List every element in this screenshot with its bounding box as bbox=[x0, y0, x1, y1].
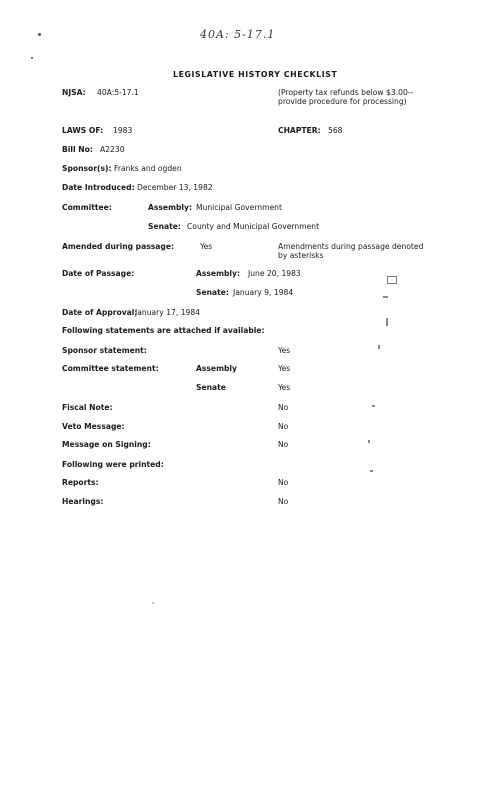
amended-label: Amended during passage: bbox=[62, 242, 175, 251]
committee-statement-senate-value: Yes bbox=[278, 383, 291, 392]
bill-no-value: A2230 bbox=[100, 145, 125, 154]
date-introduced-value: December 13, 1982 bbox=[137, 183, 213, 192]
sponsors-value: Franks and ogden bbox=[114, 164, 182, 173]
committee-statement-assembly-value: Yes bbox=[278, 364, 291, 373]
reports-label: Reports: bbox=[62, 478, 99, 487]
date-of-approval-label: Date of Approval: bbox=[62, 308, 138, 317]
passage-senate-value: January 9, 1984 bbox=[233, 288, 294, 297]
scan-mark bbox=[383, 296, 388, 298]
sponsor-statement-label: Sponsor statement: bbox=[62, 346, 147, 355]
scan-mark bbox=[370, 470, 373, 472]
reports-value: No bbox=[278, 478, 289, 487]
scan-speck bbox=[152, 602, 154, 604]
committee-senate-label: Senate: bbox=[148, 222, 181, 231]
date-introduced-label: Date Introduced: bbox=[62, 183, 135, 192]
laws-of-label: LAWS OF: bbox=[62, 126, 104, 135]
following-printed-heading: Following were printed: bbox=[62, 460, 164, 469]
scan-speck bbox=[38, 33, 41, 36]
amended-note: Amendments during passage denoted by asterisks bbox=[278, 242, 424, 260]
page-title: LEGISLATIVE HISTORY CHECKLIST bbox=[173, 70, 338, 79]
sponsor-statement-value: Yes bbox=[278, 346, 291, 355]
message-on-signing-label: Message on Signing: bbox=[62, 440, 151, 449]
scan-mark bbox=[372, 405, 375, 407]
scan-mark bbox=[387, 276, 397, 284]
passage-senate-label: Senate: bbox=[196, 288, 229, 297]
njsa-value: 40A:5-17.1 bbox=[97, 88, 139, 97]
date-of-passage-label: Date of Passage: bbox=[62, 269, 135, 278]
passage-assembly-value: June 20, 1983 bbox=[248, 269, 301, 278]
scan-mark bbox=[378, 345, 380, 349]
date-of-approval-value: January 17, 1984 bbox=[135, 308, 201, 317]
amended-value: Yes bbox=[200, 242, 213, 251]
laws-of-value: 1983 bbox=[113, 126, 133, 135]
fiscal-note-value: No bbox=[278, 403, 289, 412]
bill-no-label: Bill No: bbox=[62, 145, 93, 154]
committee-statement-assembly-label: Assembly bbox=[196, 364, 237, 373]
sponsors-label: Sponsor(s): bbox=[62, 164, 112, 173]
following-attached-heading: Following statements are attached if available: bbox=[62, 326, 265, 335]
veto-message-value: No bbox=[278, 422, 289, 431]
passage-assembly-label: Assembly: bbox=[196, 269, 241, 278]
scan-mark bbox=[386, 318, 388, 326]
chapter-value: 568 bbox=[328, 126, 343, 135]
scan-mark bbox=[368, 440, 370, 443]
committee-assembly-value: Municipal Government bbox=[196, 203, 282, 212]
scan-speck bbox=[31, 57, 33, 59]
committee-label: Committee: bbox=[62, 203, 112, 212]
veto-message-label: Veto Message: bbox=[62, 422, 125, 431]
hearings-value: No bbox=[278, 497, 289, 506]
message-on-signing-value: No bbox=[278, 440, 289, 449]
njsa-label: NJSA: bbox=[62, 88, 86, 97]
handwritten-reference: 40A: 5-17.1 bbox=[200, 28, 276, 41]
committee-statement-senate-label: Senate bbox=[196, 383, 226, 392]
njsa-note: (Property tax refunds below $3.00--provide procedure for processing) bbox=[278, 88, 414, 106]
committee-assembly-label: Assembly: bbox=[148, 203, 193, 212]
committee-statement-label: Committee statement: bbox=[62, 364, 159, 373]
chapter-label: CHAPTER: bbox=[278, 126, 321, 135]
committee-senate-value: County and Municipal Government bbox=[187, 222, 320, 231]
hearings-label: Hearings: bbox=[62, 497, 104, 506]
fiscal-note-label: Fiscal Note: bbox=[62, 403, 113, 412]
